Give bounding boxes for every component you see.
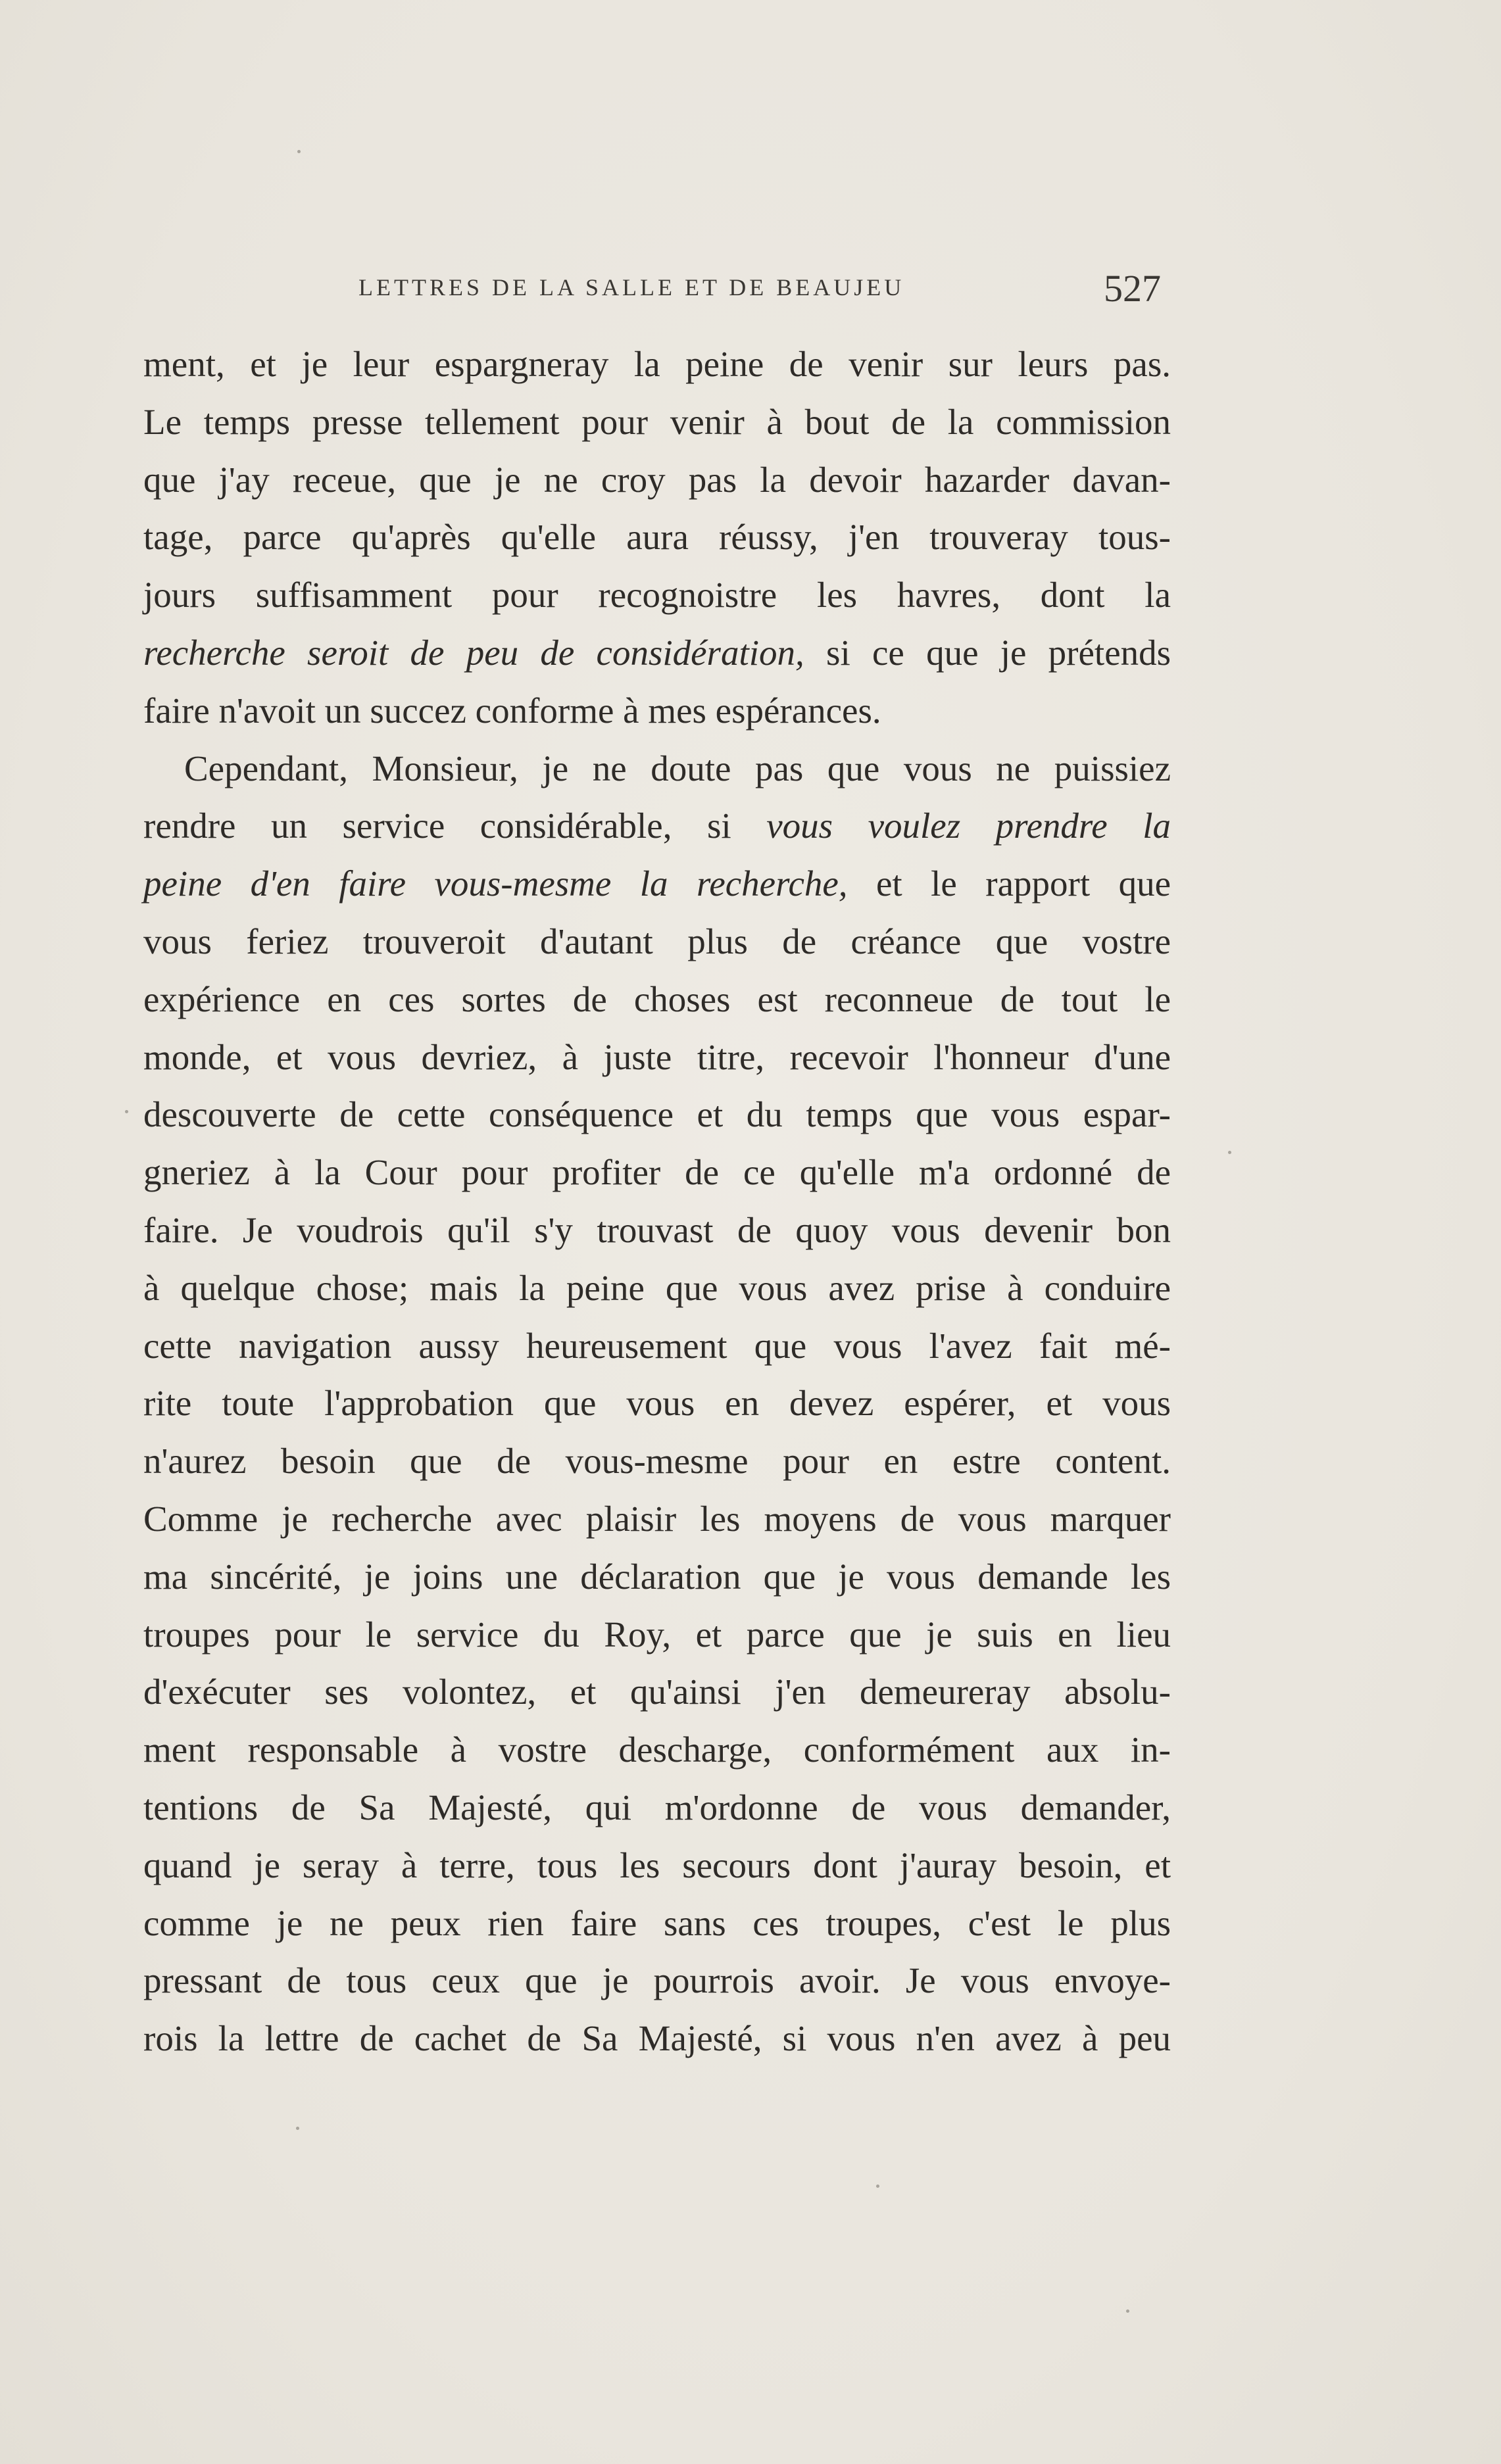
body-text: [143, 335, 1171, 2067]
text-line: faire. Je voudrois qu'il s'y trouvast de quoy vous devenir bon: [143, 1209, 1171, 1250]
text-line: gneriez à la Cour pour profiter de ce qu'elle m'a ordonné de: [143, 1152, 1171, 1193]
text-line: n'aurez besoin que de vous-mesme pour en estre content.: [143, 1441, 1171, 1482]
text-line: à quelque chose; mais la peine que vous avez prise à conduire: [143, 1267, 1171, 1308]
text-line: cette navigation aussy heureusement que vous l'avez fait mé-: [143, 1325, 1171, 1366]
text-line: vous feriez trouveroit d'autant plus de créance que vostre: [143, 921, 1171, 961]
italic-phrase: peine d'en faire vous-mesme la recherche,: [143, 863, 848, 904]
text-line: pressant de tous ceux que je pourrois avoir. Je vous envoye-: [143, 1960, 1171, 2001]
running-head: LETTRES DE LA SALLE ET DE BEAUJEU: [358, 274, 905, 301]
paper-speck: [125, 1110, 128, 1113]
italic-phrase: vous voulez prendre la: [766, 806, 1171, 846]
text-line: Cependant, Monsieur, je ne doute pas que vous ne puissiez: [184, 748, 1171, 788]
page-number: 527: [1104, 267, 1161, 310]
text-line: descouverte de cette conséquence et du temps que vous espar-: [143, 1094, 1171, 1135]
text-line: jours suffisamment pour recognoistre les havres, dont la: [143, 575, 1171, 616]
paper-speck: [296, 2127, 299, 2130]
text-run: si ce que je prétends: [804, 632, 1171, 673]
text-line: ment, et je leur espargneray la peine de venir sur leurs pas.: [143, 344, 1171, 384]
text-line: ma sincérité, je joins une déclaration que je vous demande les: [143, 1556, 1171, 1597]
text-line: [143, 797, 1171, 855]
paper-speck: [297, 150, 301, 153]
text-line: tage, parce qu'après qu'elle aura réussy, j'en trouveray tous-: [143, 517, 1171, 558]
text-line: comme je ne peux rien faire sans ces troupes, c'est le plus: [143, 1902, 1171, 1943]
text-line: Comme je recherche avec plaisir les moyens de vous marquer: [143, 1498, 1171, 1539]
text-line: ment responsable à vostre descharge, conformément aux in-: [143, 1729, 1171, 1770]
text-line: d'exécuter ses volontez, et qu'ainsi j'en demeureray absolu-: [143, 1672, 1171, 1712]
text-line: expérience en ces sortes de choses est reconneue de tout le: [143, 978, 1171, 1019]
text-line: faire n'avoit un succez conforme à mes espérances.: [143, 690, 881, 731]
text-line: [143, 624, 1171, 682]
text-line: monde, et vous devriez, à juste titre, recevoir l'honneur d'une: [143, 1036, 1171, 1077]
paper-speck: [1126, 2309, 1129, 2313]
text-line: rois la lettre de cachet de Sa Majesté, si vous n'en avez à peu: [143, 2018, 1171, 2059]
text-line: Le temps presse tellement pour venir à bout de la commission: [143, 401, 1171, 442]
text-line: rite toute l'approbation que vous en devez espérer, et vous: [143, 1383, 1171, 1424]
text-line: quand je seray à terre, tous les secours dont j'auray besoin, et: [143, 1845, 1171, 1885]
paper-speck: [876, 2185, 879, 2188]
text-line: tentions de Sa Majesté, qui m'ordonne de vous demander,: [143, 1787, 1171, 1827]
paper-speck: [1228, 1151, 1231, 1154]
text-line: [143, 855, 1171, 913]
text-line: troupes pour le service du Roy, et parce que je suis en lieu: [143, 1614, 1171, 1655]
text-line: que j'ay receue, que je ne croy pas la devoir hazarder davan-: [143, 459, 1171, 500]
text-run: rendre un service considérable, si: [143, 806, 767, 846]
text-run: et le rapport que: [847, 863, 1171, 904]
italic-phrase: recherche seroit de peu de considération,: [143, 632, 804, 673]
